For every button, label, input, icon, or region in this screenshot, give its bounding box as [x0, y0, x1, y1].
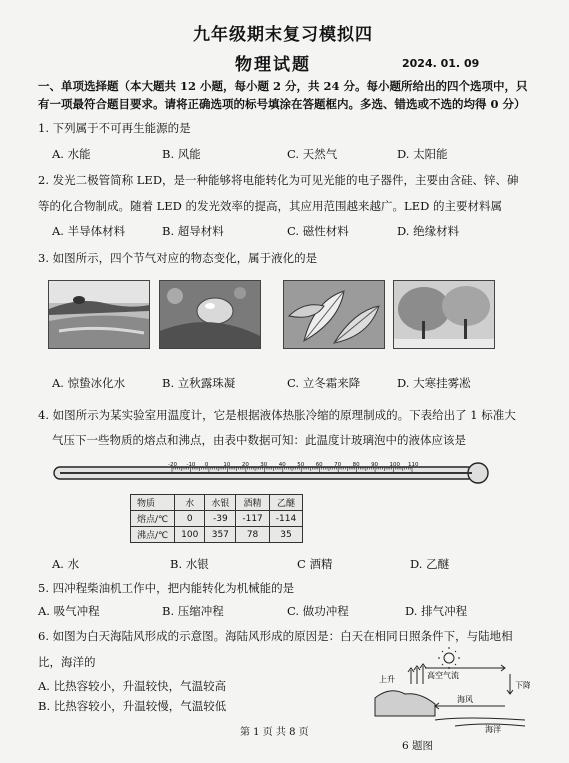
question-2-line2: 等的化合物制成。随着 LED 的发光效率的提高，其应用范围越来越广。LED 的主要材料属 [38, 199, 502, 213]
q4-option-c: C 酒精 [297, 557, 333, 571]
fig6-label-descend: 下降 [515, 681, 530, 690]
q2-option-c: C. 磁性材料 [287, 224, 349, 238]
table-cell: 357 [205, 527, 236, 543]
table-header-cell: 水银 [205, 495, 236, 511]
table-cell: 78 [236, 527, 269, 543]
thermometer-figure [52, 460, 492, 486]
question-6-line1: 6. 如图为白天海陆风形成的示意图。海陆风形成的原因是：白天在相同日照条件下，与陆地相 [38, 629, 513, 643]
question-4-line1: 4. 如图所示为某实验室用温度计，它是根据液体热胀冷缩的原理制成的。下表给出了 1 标准大 [38, 408, 516, 422]
question-4-line2: 气压下一些物质的熔点和沸点，由表中数据可知：此温度计玻璃泡中的液体应该是 [52, 433, 466, 447]
thermometer-tick-label: 110 [408, 462, 419, 468]
table-header-cell: 水 [175, 495, 205, 511]
q5-option-d: D. 排气冲程 [405, 604, 468, 618]
q2-option-d: D. 绝缘材料 [397, 224, 460, 238]
thermometer-tick-label: 70 [334, 462, 342, 468]
exam-date: 2024. 01. 09 [402, 57, 480, 70]
thermometer-tick-label: 40 [278, 462, 286, 468]
photo-frost-leaves [283, 280, 385, 349]
table-header-cell: 乙醚 [269, 495, 302, 511]
thermometer-tick-label: 30 [260, 462, 268, 468]
fig6-label-rise: 上升 [379, 675, 395, 684]
q5-option-b: B. 压缩冲程 [162, 604, 224, 618]
table-row [131, 527, 303, 543]
thermometer-tick-label: -20 [168, 462, 177, 468]
table-cell: -117 [236, 511, 269, 527]
question-3-stem: 3. 如图所示，四个节气对应的物态变化，属于液化的是 [38, 251, 318, 265]
q6-option-b: B. 比热容较小，升温较慢，气温较低 [38, 699, 227, 713]
q3-option-c: C. 立冬霜来降 [287, 376, 361, 390]
q1-option-b: B. 风能 [162, 147, 201, 161]
photo-dew-drops [159, 280, 261, 349]
question-1-stem: 1. 下列属于不可再生能源的是 [38, 121, 191, 135]
q6-option-a: A. 比热容较小，升温较快，气温较高 [38, 679, 227, 693]
exam-title: 九年级期末复习模拟四 [193, 25, 373, 45]
q3-option-a: A. 惊蛰冰化水 [52, 376, 126, 390]
q3-option-b: B. 立秋露珠凝 [162, 376, 236, 390]
q1-option-d: D. 太阳能 [397, 147, 448, 161]
q1-option-a: A. 水能 [52, 147, 91, 161]
q5-option-a: A. 吸气冲程 [38, 604, 100, 618]
section-instructions-line2: 有一项最符合题目要求。请将正确选项的标号填涂在答题框内。多选、错选或不选的均得 0 分） [38, 97, 526, 111]
fig6-label-sea-breeze: 海风 [457, 695, 473, 704]
q4-option-d: D. 乙醚 [410, 557, 450, 571]
exam-subtitle: 物理试题 [235, 55, 311, 75]
thermometer-tick-label: 50 [297, 462, 305, 468]
q2-option-a: A. 半导体材料 [52, 224, 126, 238]
photo-ice-melting [48, 280, 150, 349]
q3-option-d: D. 大寒挂雾凇 [397, 376, 471, 390]
photo-rime-trees [393, 280, 495, 349]
table-cell: -114 [269, 511, 302, 527]
thermometer-tick-label: 100 [389, 462, 401, 468]
section-instructions-line1: 一、单项选择题（本大题共 12 小题，每小题 2 分，共 24 分。每小题所给出的四个选项中，只 [38, 79, 528, 93]
table-cell: 沸点/℃ [131, 527, 175, 543]
table-cell: 35 [269, 527, 302, 543]
thermometer-tick-label: 10 [223, 462, 231, 468]
question-2-line1: 2. 发光二极管简称 LED，是一种能够将电能转化为可见光能的电子器件，主要由含硅、锌、砷 [38, 173, 519, 187]
fig6-label-sea: 海洋 [485, 725, 501, 734]
fig6-caption: 6 题图 [402, 740, 434, 752]
thermometer-tick-label: 80 [352, 462, 360, 468]
table-header-cell: 酒精 [236, 495, 269, 511]
table-cell: -39 [205, 511, 236, 527]
melting-boiling-table [130, 494, 303, 543]
q5-option-c: C. 做功冲程 [287, 604, 349, 618]
table-header-cell: 物质 [131, 495, 175, 511]
question-5-stem: 5. 四冲程柴油机工作中，把内能转化为机械能的是 [38, 581, 295, 595]
thermometer-tick-label: 90 [371, 462, 379, 468]
table-cell: 熔点/℃ [131, 511, 175, 527]
fig6-label-upper-air: 高空气流 [427, 671, 459, 680]
q4-option-b: B. 水银 [170, 557, 209, 571]
question-6-line2: 比，海洋的 [38, 655, 96, 669]
q1-option-c: C. 天然气 [287, 147, 338, 161]
table-header-row [131, 495, 303, 511]
thermometer-tick-label: 60 [315, 462, 323, 468]
sea-breeze-figure [365, 646, 530, 734]
thermometer-tick-label: 0 [204, 462, 209, 468]
table-row [131, 511, 303, 527]
thermometer-tick-label: -10 [186, 462, 196, 468]
q4-option-a: A. 水 [52, 557, 80, 571]
thermometer-tick-label: 20 [241, 462, 249, 468]
table-cell: 100 [175, 527, 205, 543]
q2-option-b: B. 超导材料 [162, 224, 224, 238]
table-cell: 0 [175, 511, 205, 527]
page-footer: 第 1 页 共 8 页 [240, 727, 309, 738]
